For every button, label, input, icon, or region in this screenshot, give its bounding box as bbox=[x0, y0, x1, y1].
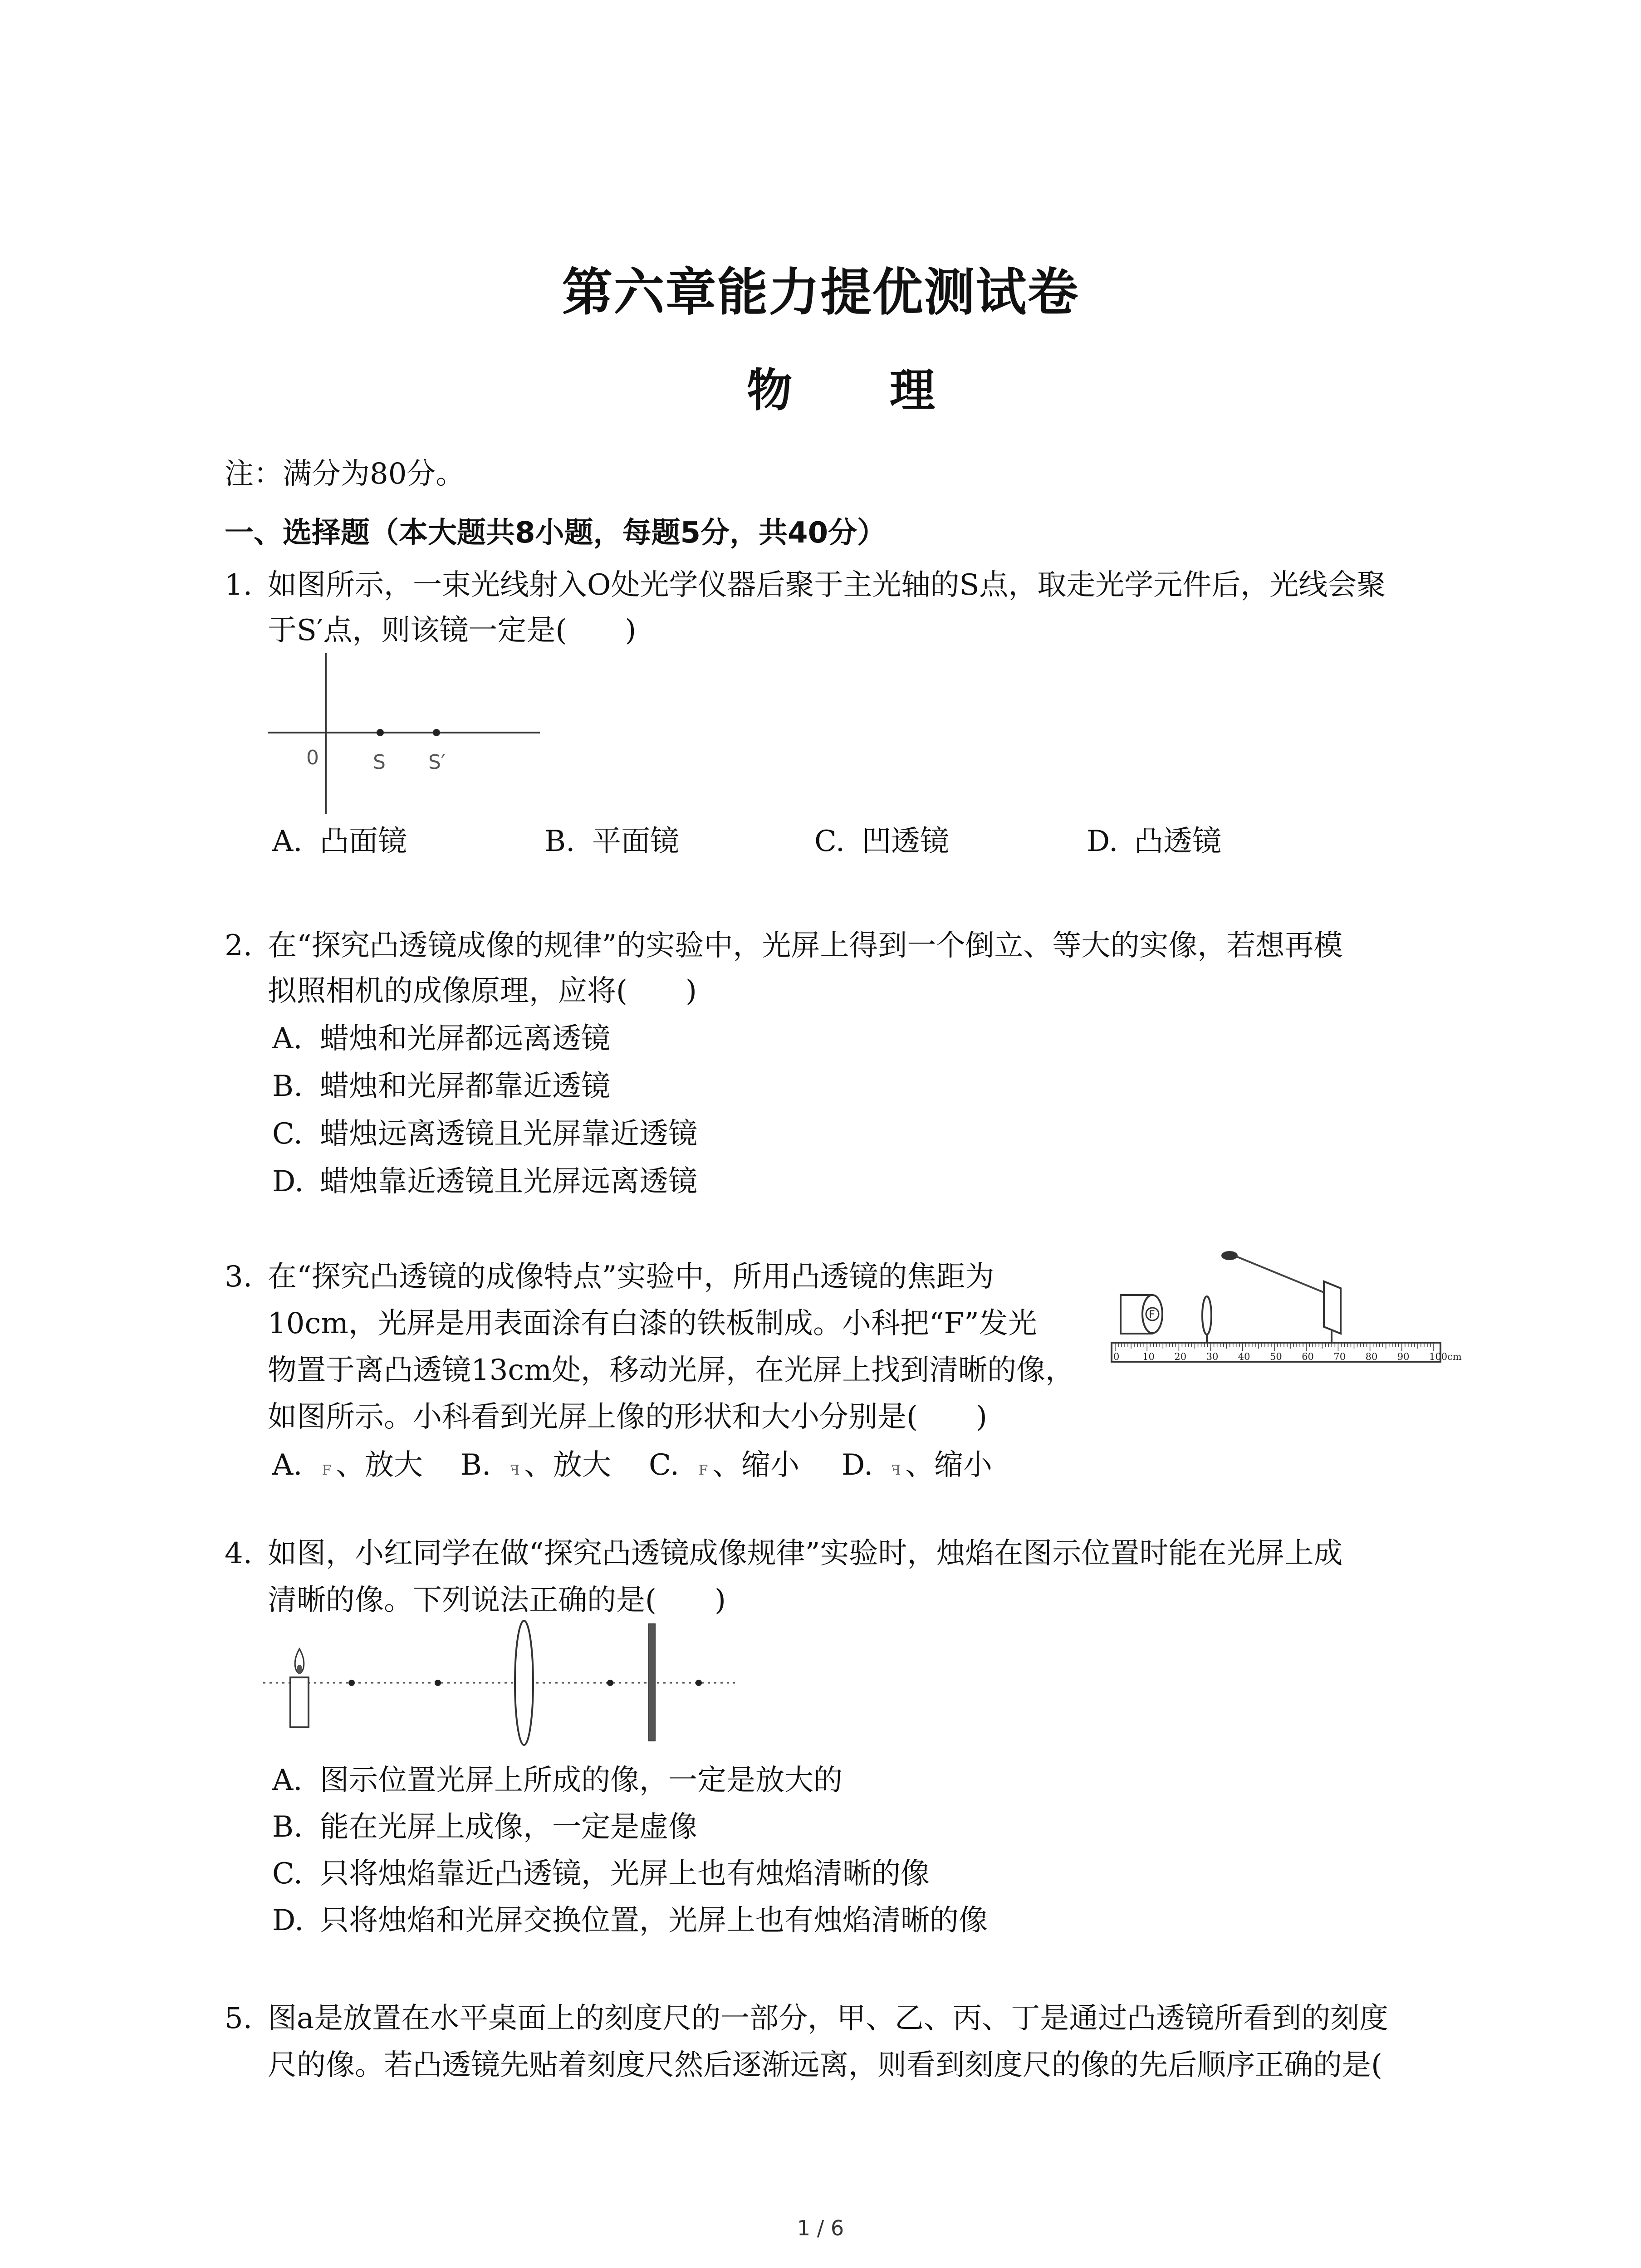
ruler-tick-label: 40 bbox=[1238, 1351, 1250, 1362]
candle-body bbox=[290, 1677, 309, 1727]
ruler-tick-label: 20 bbox=[1174, 1351, 1187, 1362]
label-o: 0 bbox=[306, 746, 319, 769]
image-f-small-upright-2: F bbox=[698, 1462, 708, 1478]
image-f-small-mirrored: F bbox=[510, 1462, 520, 1478]
question-1-figure bbox=[268, 653, 549, 821]
question-1-option-a[interactable]: A. 凸面镜 bbox=[272, 825, 407, 858]
question-3-figure bbox=[1107, 1243, 1462, 1379]
question-1-option-d[interactable]: D. 凸透镜 bbox=[1087, 825, 1221, 858]
question-5-line-2: 尺的像。若凸透镜先贴着刻度尺然后逐渐远离，则看到刻度尺的像的先后顺序正确的是( bbox=[268, 2048, 1382, 2082]
point-s-prime bbox=[433, 729, 440, 736]
question-4-option-b[interactable]: B. 能在光屏上成像，一定是虚像 bbox=[272, 1810, 697, 1844]
axis-dot bbox=[607, 1680, 613, 1686]
question-3-option-b[interactable]: B. F 、放大 bbox=[460, 1442, 611, 1493]
question-2-line-1: 在“探究凸透镜成像的规律”的实验中，光屏上得到一个倒立、等大的实像，若想再模 bbox=[268, 929, 1343, 963]
question-2-option-b[interactable]: B. 蜡烛和光屏都靠近透镜 bbox=[272, 1070, 610, 1103]
ruler-tick-label: 50 bbox=[1270, 1351, 1282, 1362]
question-4-option-a[interactable]: A. 图示位置光屏上所成的像，一定是放大的 bbox=[272, 1764, 843, 1797]
question-4-option-c[interactable]: C. 只将烛焰靠近凸透镜，光屏上也有烛焰清晰的像 bbox=[272, 1857, 930, 1891]
question-1-number: 1. bbox=[225, 568, 253, 602]
ruler-tick-label: 30 bbox=[1206, 1351, 1219, 1362]
score-note: 注：满分为80分。 bbox=[225, 457, 465, 491]
question-4-line-2: 清晰的像。下列说法正确的是( ) bbox=[268, 1584, 726, 1617]
point-s bbox=[377, 729, 384, 736]
question-2-option-c[interactable]: C. 蜡烛远离透镜且光屏靠近透镜 bbox=[272, 1117, 697, 1151]
convex-lens bbox=[515, 1621, 533, 1745]
ruler-tick-label: 0 bbox=[1113, 1351, 1120, 1362]
question-4-number: 4. bbox=[225, 1537, 253, 1570]
question-1-option-c[interactable]: C. 凹透镜 bbox=[814, 825, 949, 858]
question-1-line-2: 于S′点，则该镜一定是( ) bbox=[268, 614, 637, 647]
question-3-line-2: 10cm，光屏是用表面涂有白漆的铁板制成。小科把“F”发光 bbox=[268, 1307, 1037, 1340]
axis-dot bbox=[348, 1680, 355, 1686]
f-source-letter: F bbox=[1149, 1308, 1155, 1321]
question-5-line-1: 图a是放置在水平桌面上的刻度尺的一部分，甲、乙、丙、丁是通过凸透镜所看到的刻度 bbox=[268, 2002, 1389, 2035]
question-1-option-b[interactable]: B. 平面镜 bbox=[544, 825, 679, 858]
label-s-prime: S′ bbox=[428, 751, 446, 774]
question-2-option-a[interactable]: A. 蜡烛和光屏都远离透镜 bbox=[272, 1022, 610, 1056]
question-3-option-c[interactable]: C. F 、缩小 bbox=[649, 1442, 799, 1493]
question-4-line-1: 如图，小红同学在做“探究凸透镜成像规律”实验时，烛焰在图示位置时能在光屏上成 bbox=[268, 1537, 1343, 1570]
ruler-tick-label: 80 bbox=[1365, 1351, 1378, 1362]
document-subject: 物 理 bbox=[747, 364, 976, 417]
question-2-option-d[interactable]: D. 蜡烛靠近透镜且光屏远离透镜 bbox=[272, 1165, 697, 1198]
axis-dot bbox=[696, 1680, 702, 1686]
question-3-line-3: 物置于离凸透镜13cm处，移动光屏，在光屏上找到清晰的像， bbox=[268, 1354, 1074, 1387]
question-2-number: 2. bbox=[225, 929, 253, 963]
convex-lens bbox=[1202, 1296, 1211, 1334]
question-4-option-d[interactable]: D. 只将烛焰和光屏交换位置，光屏上也有烛焰清晰的像 bbox=[272, 1904, 988, 1937]
question-3-number: 3. bbox=[225, 1260, 253, 1294]
light-screen bbox=[1324, 1281, 1341, 1334]
document-title: 第六章能力提优测试卷 bbox=[562, 263, 1079, 322]
question-1-line-1: 如图所示，一束光线射入O处光学仪器后聚于主光轴的S点，取走光学元件后，光线会聚 bbox=[268, 568, 1386, 602]
image-f-small-upright: F bbox=[322, 1462, 332, 1478]
ruler-tick-label: 100cm bbox=[1429, 1351, 1462, 1362]
flame-core bbox=[297, 1665, 302, 1674]
page-number: 1 / 6 bbox=[797, 2216, 844, 2240]
question-3-line-4: 如图所示。小科看到光屏上像的形状和大小分别是( ) bbox=[268, 1400, 987, 1434]
ruler-tick-label: 70 bbox=[1333, 1351, 1346, 1362]
stand-knob bbox=[1221, 1251, 1238, 1260]
question-3-line-1: 在“探究凸透镜的成像特点”实验中，所用凸透镜的焦距为 bbox=[268, 1260, 994, 1294]
axis-dot bbox=[435, 1680, 441, 1686]
question-3-option-d[interactable]: D. F 、缩小 bbox=[842, 1442, 992, 1493]
question-5-number: 5. bbox=[225, 2002, 253, 2035]
label-s: S bbox=[373, 751, 386, 774]
question-3-option-a[interactable]: A. F 、放大 bbox=[272, 1442, 423, 1493]
question-2-line-2: 拟照相机的成像原理，应将( ) bbox=[268, 974, 697, 1008]
ruler-tick-label: 90 bbox=[1397, 1351, 1410, 1362]
stand-arm bbox=[1236, 1256, 1325, 1293]
ruler-tick-label: 10 bbox=[1142, 1351, 1155, 1362]
image-f-small-mirrored-2: F bbox=[891, 1462, 901, 1478]
light-screen bbox=[649, 1624, 655, 1741]
section-heading: 一、选择题（本大题共8小题，每题5分，共40分） bbox=[225, 516, 887, 550]
question-4-figure bbox=[263, 1624, 740, 1755]
ruler-tick-label: 60 bbox=[1302, 1351, 1314, 1362]
